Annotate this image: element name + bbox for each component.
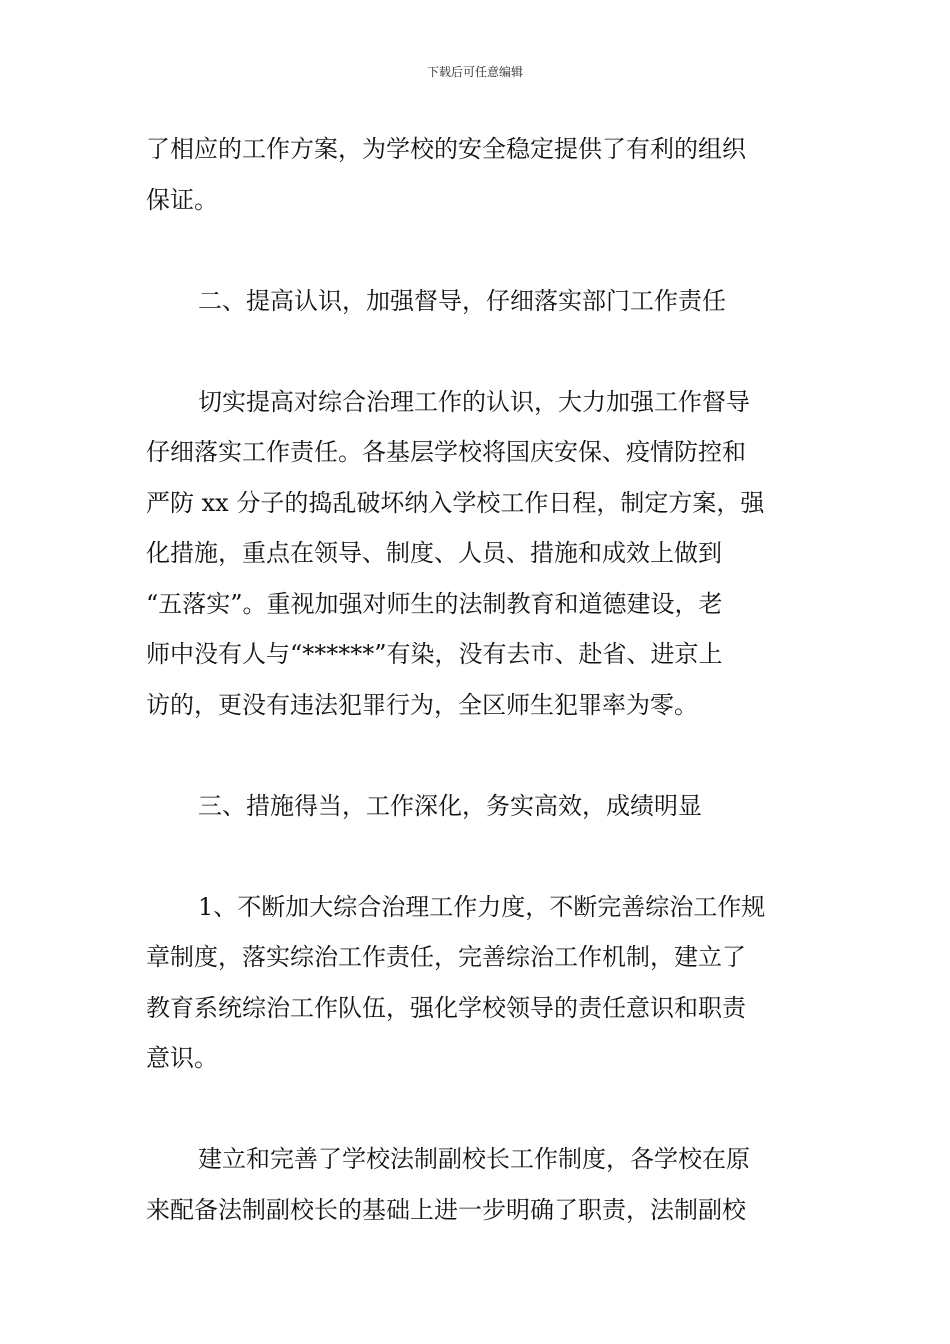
text-line: 意识。	[146, 1044, 218, 1072]
text-line: 了相应的工作方案，为学校的安全稳定提供了有利的组织	[146, 135, 746, 163]
text-line: 教育系统综治工作队伍，强化学校领导的责任意识和职责	[146, 993, 746, 1022]
text-line: 1、不断加大综合治理工作力度，不断完善综治工作规	[198, 892, 766, 921]
paragraph	[146, 124, 806, 225]
paragraph	[146, 377, 806, 731]
text-line: “五落实”。重视加强对师生的法制教育和道德建设，老	[146, 589, 723, 618]
text-line: 访的，更没有违法犯罪行为，全区师生犯罪率为零。	[146, 690, 698, 719]
paragraph-gap	[146, 1084, 806, 1135]
text-line: 师中没有人与“******”有染，没有去市、赴省、进京上	[146, 640, 723, 668]
text-line: 仔细落实工作责任。各基层学校将国庆安保、疫情防控和	[146, 438, 746, 466]
paragraph-gap	[146, 225, 806, 276]
heading-line: 二、提高认识，加强督导，仔细落实部门工作责任	[198, 286, 726, 315]
text-line: 章制度，落实综治工作责任，完善综治工作机制，建立了	[146, 943, 746, 971]
text-line: 建立和完善了学校法制副校长工作制度，各学校在原	[198, 1145, 750, 1173]
paragraph-gap	[146, 326, 806, 377]
text-line: 保证。	[146, 185, 218, 214]
section-heading	[146, 276, 806, 327]
text-line: 来配备法制副校长的基础上进一步明确了职责，法制副校	[146, 1195, 746, 1224]
heading-line: 三、措施得当，工作深化，务实高效，成绩明显	[198, 791, 702, 820]
paragraph	[146, 882, 806, 1084]
paragraph	[146, 1134, 806, 1235]
document-body	[146, 124, 806, 1235]
paragraph-gap	[146, 831, 806, 882]
text-line: 严防 xx 分子的捣乱破坏纳入学校工作日程，制定方案，强	[146, 488, 765, 517]
text-line: 化措施，重点在领导、制度、人员、措施和成效上做到	[146, 539, 722, 567]
page-header: 下载后可任意编辑	[426, 65, 523, 79]
section-heading	[146, 781, 806, 832]
paragraph-gap	[146, 730, 806, 781]
text-line: 切实提高对综合治理工作的认识，大力加强工作督导	[198, 387, 750, 416]
